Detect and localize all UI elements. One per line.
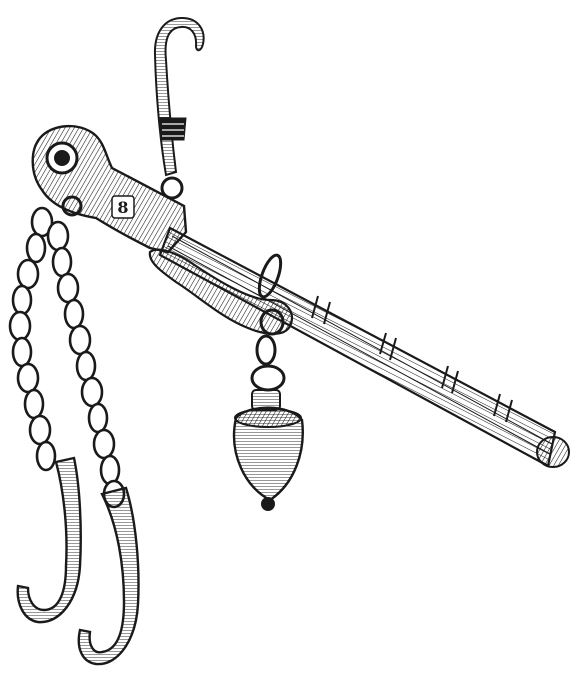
left-chain <box>10 208 55 470</box>
beam-end-knob <box>537 437 569 467</box>
right-hook <box>79 488 139 664</box>
poise-weight <box>234 390 303 511</box>
steelyard-beam <box>160 228 569 467</box>
left-hook <box>18 458 81 622</box>
beam-mark: 8 <box>117 198 129 217</box>
top-suspension-hook <box>155 18 204 175</box>
